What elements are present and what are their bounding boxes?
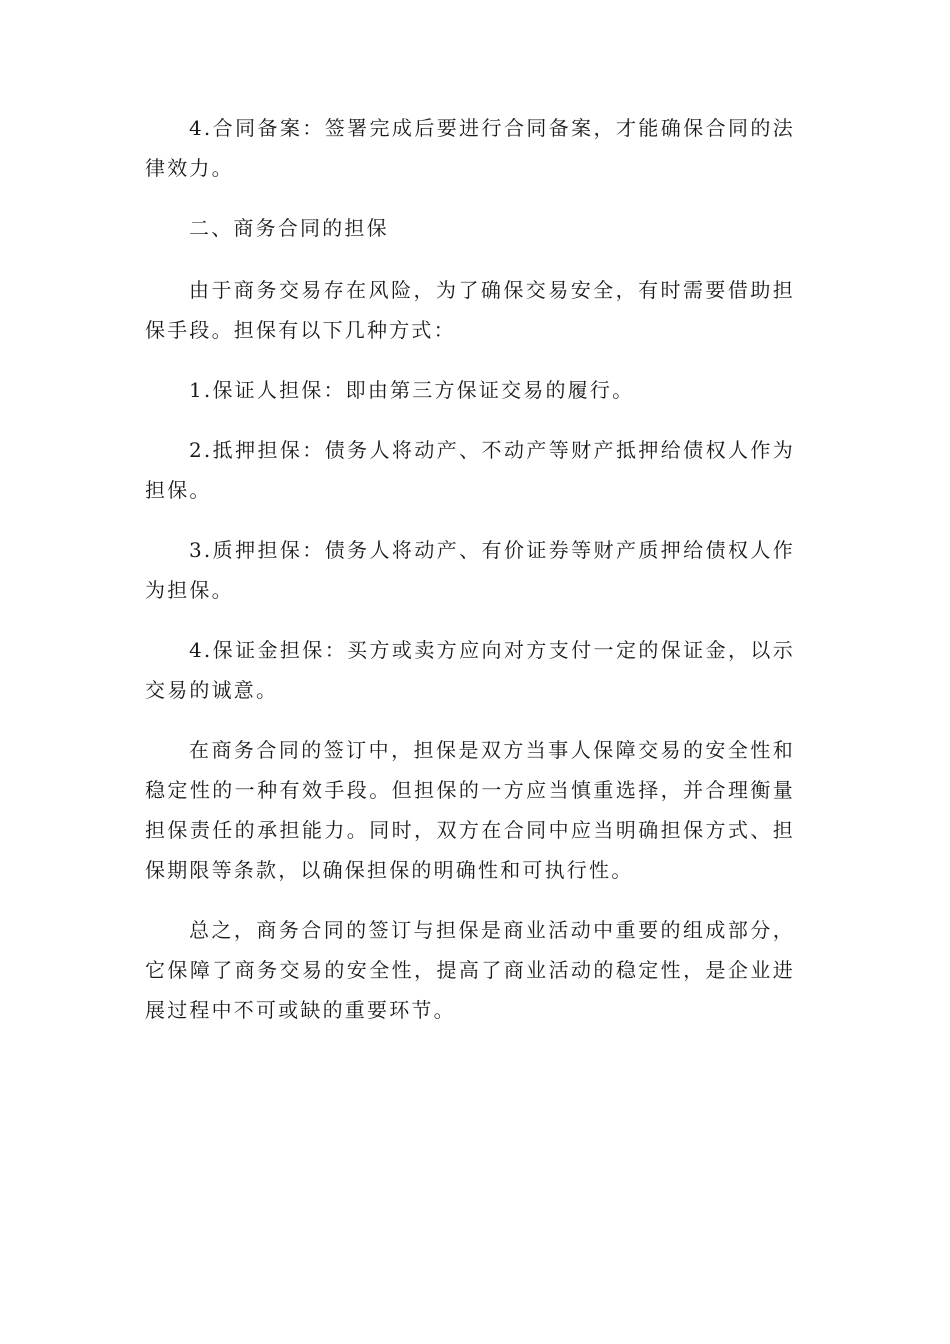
paragraph-pledge: 3.质押担保：债务人将动产、有价证券等财产质押给债权人作为担保。 (145, 538, 795, 602)
paragraph-mortgage: 2.抵押担保：债务人将动产、不动产等财产抵押给债权人作为担保。 (145, 438, 795, 502)
paragraph-deposit: 4.保证金担保：买方或卖方应向对方支付一定的保证金，以示交易的诚意。 (145, 638, 795, 702)
document-body (145, 108, 795, 1050)
paragraph-guarantee-intro: 由于商务交易存在风险，为了确保交易安全，有时需要借助担保手段。担保有以下几种方式： (145, 278, 795, 342)
paragraph-guarantor: 1.保证人担保：即由第三方保证交易的履行。 (189, 378, 635, 402)
paragraph-contract-filing: 4.合同备案：签署完成后要进行合同备案，才能确保合同的法律效力。 (145, 116, 795, 180)
paragraph-guarantee-role: 在商务合同的签订中，担保是双方当事人保障交易的安全性和稳定性的一种有效手段。但担保的一方应当慎重选择，并合理衡量担保责任的承担能力。同时，双方在合同中应当明确担保方式、担保期限等条款，以确保担保的明确性和可执行性。 (145, 738, 795, 882)
paragraph-conclusion: 总之，商务合同的签订与担保是商业活动中重要的组成部分，它保障了商务交易的安全性，提高了商业活动的稳定性，是企业进展过程中不可或缺的重要环节。 (145, 918, 795, 1022)
section-heading-guarantee: 二、商务合同的担保 (189, 216, 389, 240)
